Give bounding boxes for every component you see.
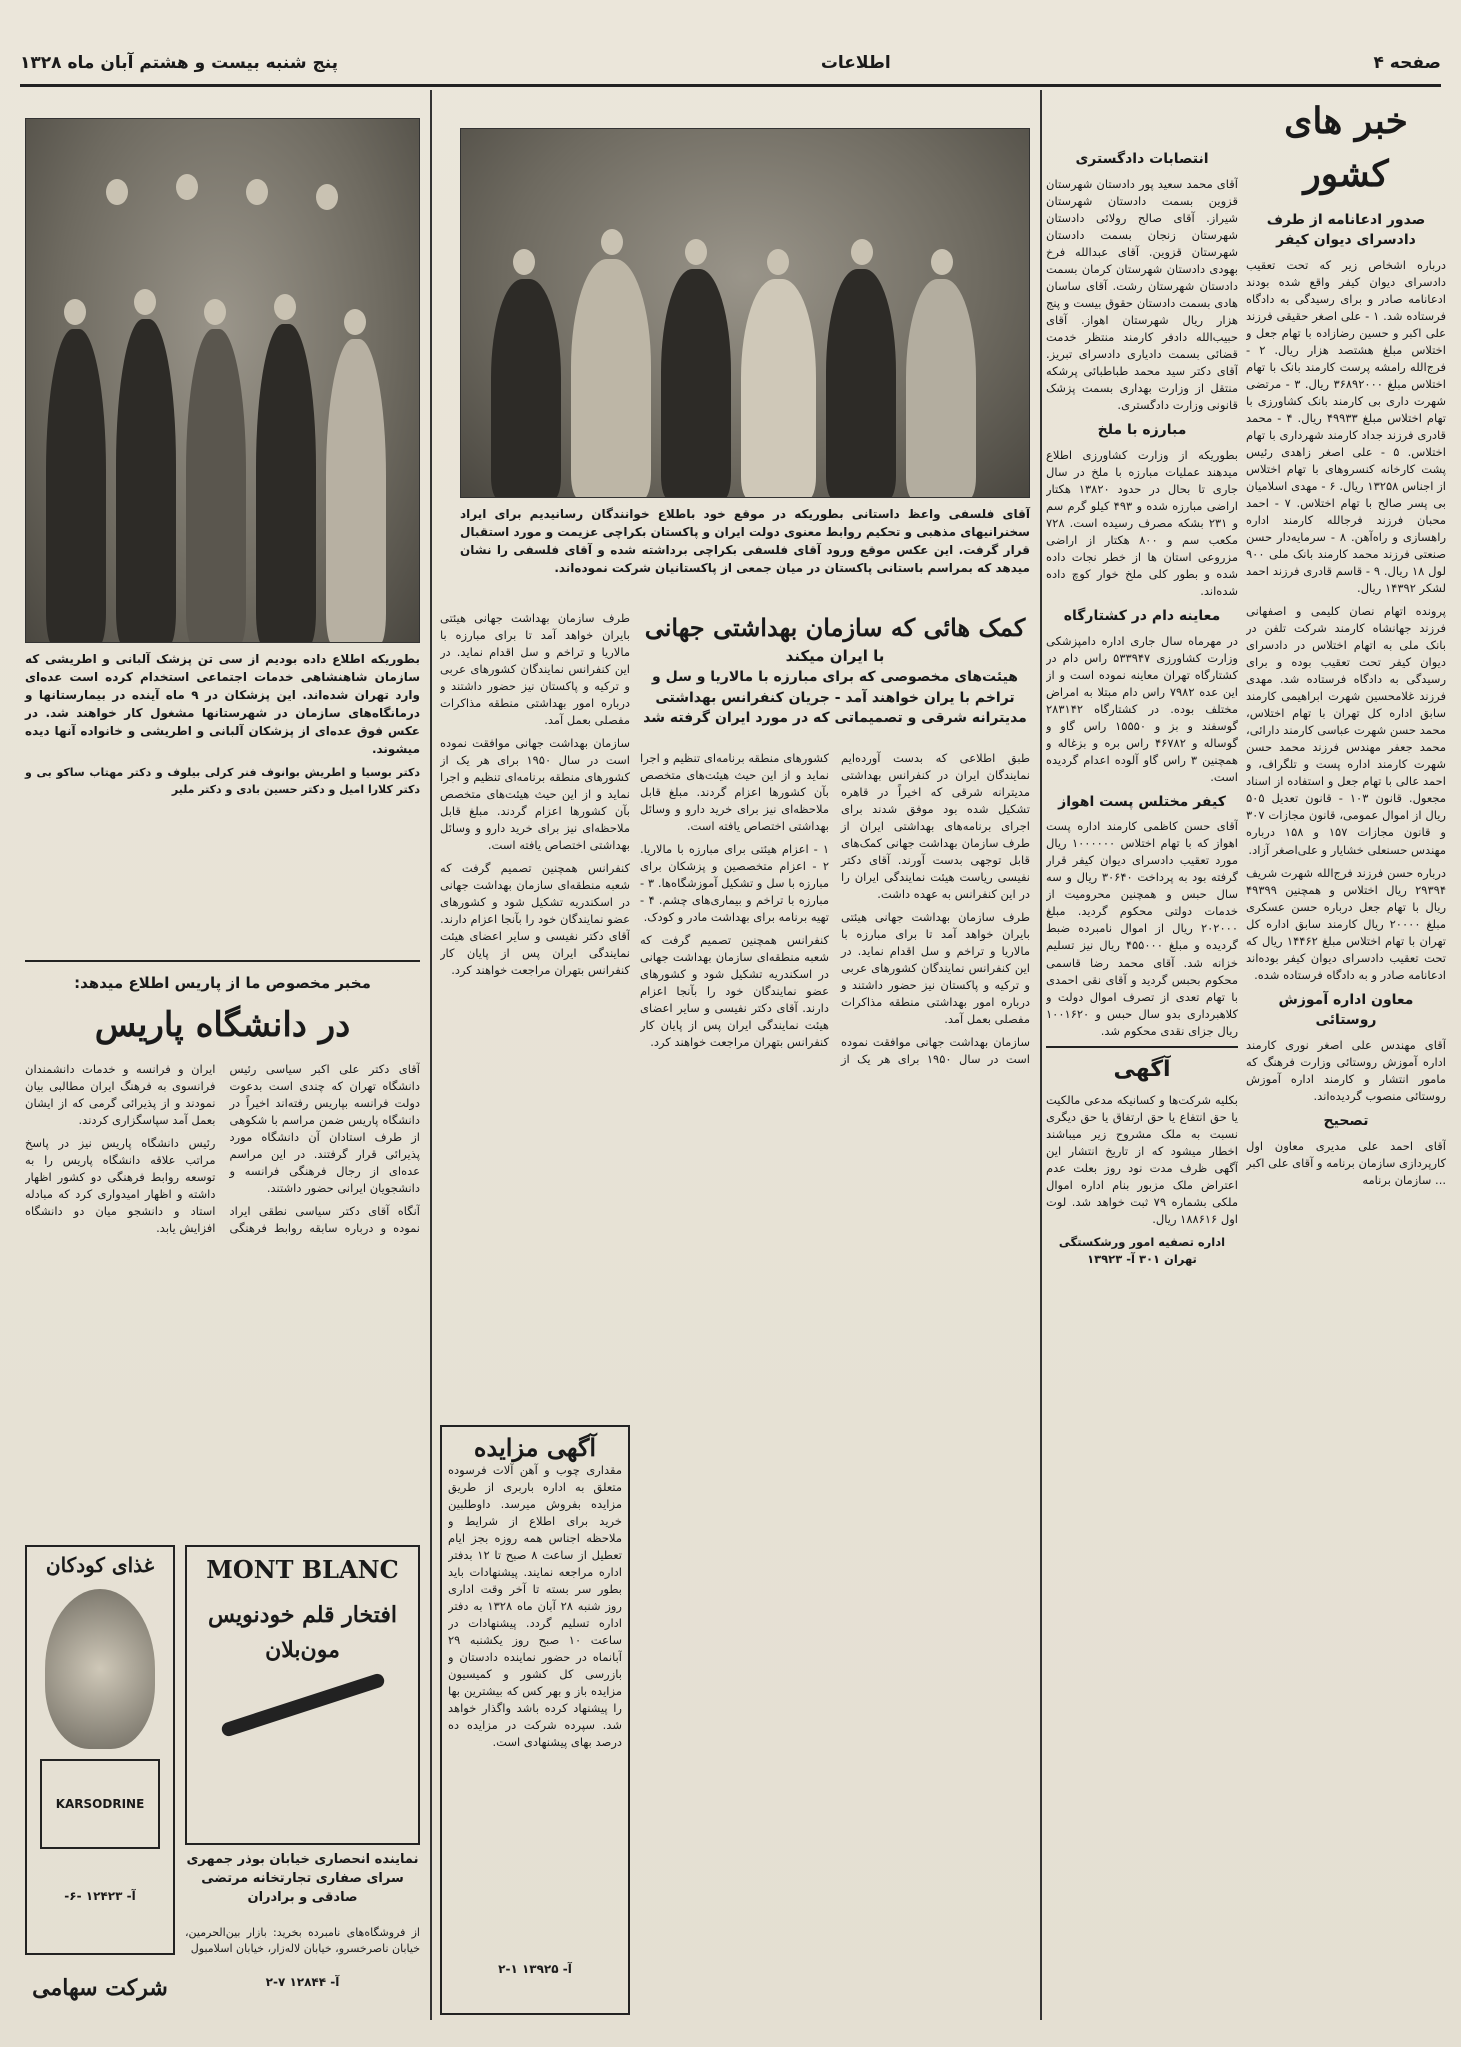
auction-ad (440, 1425, 630, 2015)
figure (116, 319, 176, 643)
ad-title: غذای کودکان (45, 1553, 155, 1577)
face (316, 184, 338, 210)
paragraph: سازمان بهداشت جهانی موافقت نموده است در سال ۱۹۵۰ برای هر یک از کشورهای منطقه برنامه‌ای تنظیم و اجرا نماید و از این حیث هیئت‌های متخصص بآن کشورها اعزام گردند. مبلغ قابل ملاحظه‌ای نیز برای خرید دارو و وسائل بهداشتی اختصاص یافته است. (440, 736, 630, 853)
article-body: آقای محمد سعید پور دادستان شهرستان قزوین بسمت دادستان شهرستان شیراز. آقای صالح رولائی دادستان شهرستان زنجان بسمت دادستان شهرستان قزوین. آقای عبدالله فرخ بهودی دادستان شهرستان کرمان بسمت دادستان شهرستان رشت. آقای ساسان هادی بسمت دادستان حقوق بیست و پنج هزار ریال شهرستان اهواز. آقای حبیب‌الله دادفر کارمند منتظر خدمت قضائی بسمت دادیاری دادسرای تبریز. آقای دکتر سید محمد طباطبائی پرشکه منتقل از وزارت بهداری بسمت پزشک قانونی وزارت دادگستری. (1046, 176, 1238, 412)
paragraph: کنفرانس همچنین تصمیم گرفت که شعبه منطقه‌ای سازمان بهداشت جهانی در اسکندریه تشکیل شود و کشورهای عضو نمایندگان خود را بآنجا اعزام دارند. آقای دکتر نفیسی و سایر اعضای هیئت نمایندگی ایران پس از پایان کار کنفرانس بتهران مراجعت خواهند کرد. (440, 861, 630, 978)
paragraph: کنفرانس همچنین تصمیم گرفت که شعبه منطقه‌ای سازمان بهداشت جهانی در اسکندریه تشکیل شود و کشورهای عضو نمایندگان خود را بآنجا اعزام دارند. آقای دکتر نفیسی و سایر اعضای هیئت نمایندگی ایران پس از پایان کار کنفرانس بتهران مراجعت خواهند کرد. (640, 933, 829, 1050)
article-headline: کیفر مختلس پست اهواز (1058, 793, 1226, 810)
column-divider (1040, 90, 1042, 2020)
paris-kicker: مخبر مخصوص ما از پاریس اطلاع میدهد: (74, 974, 371, 992)
article-headline: مبارزه با ملخ (1097, 421, 1187, 438)
paragraph: طرف سازمان بهداشت جهانی هیئتی بایران خواهد آمد تا برای مبارزه با مالاریا و تراخم و سل اقدام نماید. در این کنفرانس نمایندگان کشورهای عربی و ترکیه و پاکستان نیز حضور داشتند و درباره امور بهداشتی منطقه مذاکرات مفصلی بعمل آمد. (841, 910, 1030, 1027)
face (106, 179, 128, 205)
ad-body: بکلیه شرکت‌ها و کسانیکه مدعی مالکیت یا حق انتفاع یا حق ارتفاق یا حق دیگری نسبت به ملک مشروح زیر میباشند اخطار میشود که از تاریخ انتشار این آگهی ظرف مدت نود روز بعلت عدم اعتراض ملک مزبور بنام اداره اموال ملکی بشماره ۷۹ ثبت خواهد شد. لوت اول ۱۸۸۶۱۶ ریال. (1046, 1093, 1238, 1227)
face (344, 309, 366, 335)
pen-tagline: افتخار قلم خودنویس مون‌بلان (208, 1602, 397, 1664)
center-article-continuation (440, 610, 630, 1410)
masthead-rule (20, 84, 1441, 87)
product-tin (40, 1759, 160, 1849)
ad-code: آ- ۱۲۴۲۳ -۶- (64, 1889, 136, 1903)
face (274, 294, 296, 320)
date-line: پنج شنبه بیست و هشتم آبان ماه ۱۳۲۸ (20, 53, 339, 73)
center-headline: کمک هائی که سازمان بهداشتی جهانی (644, 613, 1026, 642)
article-body: آقای حسن کاظمی کارمند اداره پست اهواز که با تهام اختلاس ۱۰۰۰۰۰۰ ریال مورد تعقیب دادسرای دیوان کیفر قرار گرفته بود به پرداخت ۳۰۶۴۰ ریال و سه سال حبس و همچنین محرومیت از خدمات دولتی محکوم گردید. مبلغ ۲۰۲۰۰۰ ریال از اموال نامبرده ضبط گردیده و مبلغ ۴۵۵۰۰۰ ریال نیز تسلیم خزانه شد. آقای محمد رضا قاسمی محکوم بحبس گردید و آقای نقی احمدی با تهام تعدی از تصرف اموال دولت و کلاهبرداری بدو سال حبس و ۱۰۰۱۶۲۰ ریال جزای نقدی محکوم شد. (1046, 819, 1238, 1038)
figure (46, 329, 106, 643)
child-portrait (45, 1589, 155, 1749)
figure (186, 329, 246, 643)
pen-brand: MONT BLANC (206, 1555, 399, 1584)
masthead (20, 48, 1441, 78)
ad-headline: آگهی (1046, 1046, 1238, 1087)
figure (326, 339, 386, 643)
face (246, 179, 268, 205)
face (134, 289, 156, 315)
article-body: درباره حسن فرزند فرج‌الله شهرت شریف ۲۹۳۹۴ ریال اختلاس و همچنین ۴۹۳۹۹ ریال با تهام جعل درباره حسن عسکری مبلغ ۲۰۰۰۰ ریال کارمند سابق اداره کل تهران با تهام اختلاس مبلغ ۱۴۴۶۲ ریال که تحت تعقیب دادسرای دیوان کیفر بوده‌اند ادعانامه صادر و به دادگاه فرستاده شده. (1246, 865, 1446, 982)
face (176, 174, 198, 200)
paris-body (25, 1061, 420, 1240)
auction-footer: آ- ۱۳۹۲۵ ۱-۲ (498, 1962, 572, 1976)
paragraph: طرف سازمان بهداشت جهانی هیئتی بایران خواهد آمد تا برای مبارزه با مالاریا و تراخم و سل اقدام نماید. در این کنفرانس نمایندگان کشورهای عربی و ترکیه و پاکستان نیز حضور داشتند و درباره امور بهداشتی منطقه مذاکرات مفصلی بعمل آمد. (440, 611, 630, 728)
product-brand: KARSODRINE (55, 1797, 145, 1811)
article-headline: معاینه دام در کشتارگاه (1063, 607, 1221, 624)
face (685, 239, 707, 265)
figure (491, 279, 561, 498)
dealer-code: آ- ۱۲۸۴۴ ۷-۲ (265, 1975, 340, 1989)
company-logo: شرکت سهامی (32, 1975, 168, 2001)
article-headline: معاون اداره آموزش روستائی (1278, 991, 1414, 1029)
article-headline: صدور ادعانامه از طرف دادسرای دیوان کیفر (1266, 211, 1426, 249)
dealer-address: از فروشگاه‌های نامبرده بخرید: بازار بین‌الحرمین، خیابان ناصرخسرو، خیابان لاله‌زار، خیابان اسلامبول (185, 1926, 420, 1956)
page-number: صفحه ۴ (1373, 53, 1441, 73)
center-subheadline: با ایران میکند (785, 646, 885, 665)
article-body: در مهرماه سال جاری اداره دامپزشکی وزارت کشاورزی ۵۳۳۹۴۷ راس دام در کشتارگاه تهران معاینه نموده است و از این عده ۷۹۸۲ راس دام مبتلا به امراض مختلف بوده. در کشتارگاه ۲۸۳۱۴۲ گوسفند و بز و ۱۵۵۵۰ راس گاو و گوساله و ۴۶۷۸۲ راس بره و بزغاله و همچنین ۳ راس گاو آلوده اعدام گردیده است. (1046, 633, 1238, 784)
paris-article (25, 968, 420, 1533)
article-headline: انتصابات دادگستری (1075, 151, 1209, 167)
article-body: پرونده اتهام نصان کلیمی و اصفهانی فرزند جهانشاه کارمند شرکت تلفن در بانک ملی به اتهام اختلاس در دادسرای دیوان کیفر تحت تعقیب بوده و برای رسیدگی به دادگاه فرستاده شد. مهدی فرزند غلامحسین شهرت ابراهیمی کارمند سابق اداره کل تهران با تهام اختلاس، محمد حسن شهرت عباسی کارمند دارائی، محمد جعفر مهندس فرزند محمد حسن شهرت کارمند اداره پست و تلگراف، و احمد عالی با تهام جعل و استفاده از اسناد مجعول. قانون ۱۰۳ - قانون تعدیل ۵۰۵ ریال از اموال عمومی، قانون مجازات ۳۰۷ و قانون مجازات ۱۵۷ و ۱۵۸ درباره مهندس حسنعلی خشایار و علی‌اصغر آزاد. (1246, 604, 1446, 857)
figure (826, 269, 896, 498)
figure (661, 269, 731, 498)
left-photo-names: دکتر بوسیا و اطریش بوانوف فنر کرلی بیلوف و دکتر مهتاب ساکو بی و دکتر کلارا امیل و دکتر حسین بادی و دکتر ملیر (25, 766, 420, 796)
paragraph: ۱ - اعزام هیئتی برای مبارزه با مالاریا. ۲ - اعزام متخصصین و پزشکان برای مبارزه با سل و تشکیل آموزشگاه‌ها. ۳ - مبارزه با تراخم و بیماری‌های چشم. ۴ - تهیه برنامه برای بهداشت مادر و کودک. (640, 842, 829, 925)
center-photo-caption: آقای فلسفی واعظ داستانی بطوریکه در موقع خود باطلاع خوانندگان رسانیدیم برای ایراد سخنرانیهای مذهبی و تحکیم روابط معنوی دولت ایران و پاکستان بکراچی عزیمت و مورد استقبال قرار گرفت. این عکس موقع ورود آقای فلسفی بکراچی برداشته شده و آقای فلسفی را نشان میدهد که بمراسم باستانی پاکستان در میان جمعی از پاکستانیان شرکت نموده‌اند. (460, 507, 1030, 575)
paris-headline: در دانشگاه پاریس (94, 1005, 351, 1046)
auction-body: مقداری چوب و آهن آلات فرسوده متعلق به اداره باربری از طریق مزایده بفروش میرسد. داوطلبین خرید برای اطلاع از شرایط و ملاحظه اجناس همه روزه بجز ایام تعطیل از ساعت ۸ صبح تا ۱۲ بدفتر اداره مراجعه نمایند. پیشنهادات باید بطور سر بسته تا آخر وقت اداری روز شنبه ۲۸ آبان ماه ۱۳۲۸ به دفتر اداره تسلیم گردد. پیشنهادات در ساعت ۱۰ صبح روز یکشنبه ۲۹ آبانماه در حضور نماینده دادستان و بازرسی کل کشور و کمیسیون مزایده باز و بهر کس که بیشترین بها را پیشنهاد کرده باشد واگذار خواهد شد. سپرده شرکت در مزایده ده درصد بهای پیشنهادی است. (448, 1463, 622, 1750)
paragraph: رئیس دانشگاه پاریس نیز در پاسخ مراتب علاقه دانشگاه پاریس را به توسعه روابط فرهنگی دو کشور اظهار داشته و اظهار امیدواری کرد که مبادله استاد و دانشجو میان دو دانشگاه افزایش یابد. (25, 1135, 216, 1235)
center-article-header (640, 610, 1030, 740)
right-column (1246, 95, 1446, 2025)
montblanc-ad (185, 1545, 420, 1845)
figure (906, 279, 976, 498)
face (767, 249, 789, 275)
left-photo-caption: بطوریکه اطلاع داده بودیم از سی تن پزشک آلبانی و اطریشی که سازمان شاهنشاهی خدمات اجتماعی استخدام کرده است عده‌ای وارد تهران شده‌اند. این پزشکان در ۹ ماه آینده در بیمارستانها و درمانگاه‌های سازمان در شهرستانها مشغول کار خواهند شد. در عکس فوق عده‌ای از پزشکان آلبانی و اطریشی و خانواده آنها دیده میشوند. (25, 652, 420, 756)
pen-illustration (219, 1672, 385, 1738)
article-body: آقای مهندس علی اصغر نوری کارمند اداره آموزش روستائی وزارت فرهنگ که مامور انتشار و کارمند اداره آموزش روستائی منصوب گردیده‌اند. (1246, 1038, 1446, 1104)
paragraph: طبق اطلاعی که بدست آورده‌ایم نمایندگان ایران در کنفرانس بهداشتی مدیترانه شرقی که اخیراً در قاهره تشکیل شده بود موفق شدند برای اجرای برنامه‌های بهداشتی ایران از طرف سازمان بهداشت جهانی کمک‌های قابل توجهی بدست آورند. آقای دکتر نفیسی ریاست هیئت نمایندگی ایران را در این کنفرانس به عهده داشت. (841, 751, 1030, 902)
ad-footer: اداره تصفیه امور ورشکستگی تهران ۳۰۱ آ- ۱۳۹۲۳ (1058, 1235, 1226, 1267)
face (513, 249, 535, 275)
article-body: بطوریکه از وزارت کشاورزی اطلاع میدهند عملیات مبارزه با ملخ در سال جاری تا بحال در حدود ۱۳۸۲۰ هکتار اراضی مبارزه شده و ۴۹۳ کیلو گرم سم و ۲۳۱ بشکه مصرف رسیده است. ۷۲۸ مکعب سم و ۸۰۰ هکتار از اراضی مزروعی استان ها از خطر نجات داده شده و بطور کلی ملخ خوار کوچ داده شده‌اند. (1046, 447, 1238, 598)
article-body: آقای احمد علی مدیری معاون اول کارپردازی سازمان برنامه و آقای علی اکبر ... سازمان برنامه (1246, 1138, 1446, 1187)
paragraph: سازمان بهداشت جهانی موافقت نموده است در سال ۱۹۵۰ برای هر یک از کشورهای منطقه برنامه‌ای تنظیم و اجرا نماید و از این حیث هیئت‌های متخصص بآن کشورها اعزام گردند. مبلغ قابل ملاحظه‌ای نیز برای خرید دارو و وسائل بهداشتی اختصاص یافته است. (640, 751, 1030, 1067)
paper-name: اطلاعات (820, 53, 891, 73)
dealer-name: نماینده انحصاری خیابان بوذر جمهری سرای صفاری تجارتخانه مرتضی صادقی و برادران (186, 1852, 419, 1906)
face (601, 229, 623, 255)
face (851, 239, 873, 265)
figure (571, 259, 651, 498)
left-photo (25, 118, 420, 643)
auction-title: آگهی مزایده (473, 1433, 597, 1462)
article-headline: تصحیح (1323, 1113, 1369, 1130)
face (204, 299, 226, 325)
center-deck: هیئت‌های مخصوصی که برای مبارزه با مالاریا و سل و تراخم با یران خواهند آمد - جریان کنفرانس بهداشتی مدیترانه شرقی و تصمیماتی که در مورد ایران گرفته شد (643, 669, 1027, 726)
figure (741, 279, 816, 498)
paragraph: آنگاه آقای دکتر سیاسی نطقی ایراد نموده و درباره سابقه روابط فرهنگی ایران و فرانسه و خدمات دانشمندان فرانسوی به فرهنگ ایران مطالبی بیان نمودند و از پذیرائی گرمی که از ایشان بعمل آمد سپاسگزاری کردند. (25, 1061, 420, 1235)
section-title: خبر های کشور (1284, 100, 1408, 196)
center-article-body (640, 750, 1030, 2020)
article-body: درباره اشخاص زیر که تحت تعقیب دادسرای دیوان کیفر واقع شده بودند ادعانامه صادر و برای رسیدگی به دادگاه فرستاده شد. ۱ - علی اصغر حقیقی فرزند علی اکبر و حسین رضازاده با تهام جعل و اختلاس مبلغ هشتصد هزار ریال. ۲ - فرج‌الله رامشه پرست کارمند بانک با تهام اختلاس مبلغ ۳۶۸۹۲۰۰۰ ریال. ۳ - مرتضی شهرت داری بی کارمند بانک کشاورزی با تهام اختلاس مبلغ ۴۹۹۳۳ ریال. ۴ - محمد قادری فرزند جداد کارمند شهرداری با تهام اختلاس. ۵ - علی اصغر زاهدی رئیس پشت کارخانه کنسروهای با تهام اختلاس از اجناس ۱۳۲۵۸ ریال. ۶ - مهدی اسلامیان بی پسر صالح با تهام اختلاس. ۷ - احمد محبان فرزند فرجالله کارمند اداره راهسازی و راه‌آهن. ۸ - سرمایه‌دار حسن صنعتی فرزند محمد کارمند بانک ملی ۹۰۰ لول ۱۸ ریال. ۹ - قاسم قادری فرزند احمد لشکر ۱۴۳۹۲ ریال. (1246, 257, 1446, 596)
center-photo (460, 128, 1030, 498)
paragraph: آقای دکتر علی اکبر سیاسی رئیس دانشگاه تهران که چندی است بدعوت دولت فرانسه بپاریس رفته‌اند اخیراً در دانشگاه پاریس ضمن مراسم با شکوهی از طرف استادان آن دانشگاه مورد پذیرائی قرار گرفتند. در این مراسم عده‌ای از رجال فرهنگی فرانسه و دانشجویان ایرانی حضور داشتند. (229, 1061, 420, 1195)
figure (256, 324, 316, 643)
face (64, 299, 86, 325)
face (931, 249, 953, 275)
karsodrine-ad (25, 1545, 175, 1955)
section-rule (25, 960, 420, 962)
second-column (1046, 145, 1238, 2025)
column-divider (430, 90, 432, 2020)
